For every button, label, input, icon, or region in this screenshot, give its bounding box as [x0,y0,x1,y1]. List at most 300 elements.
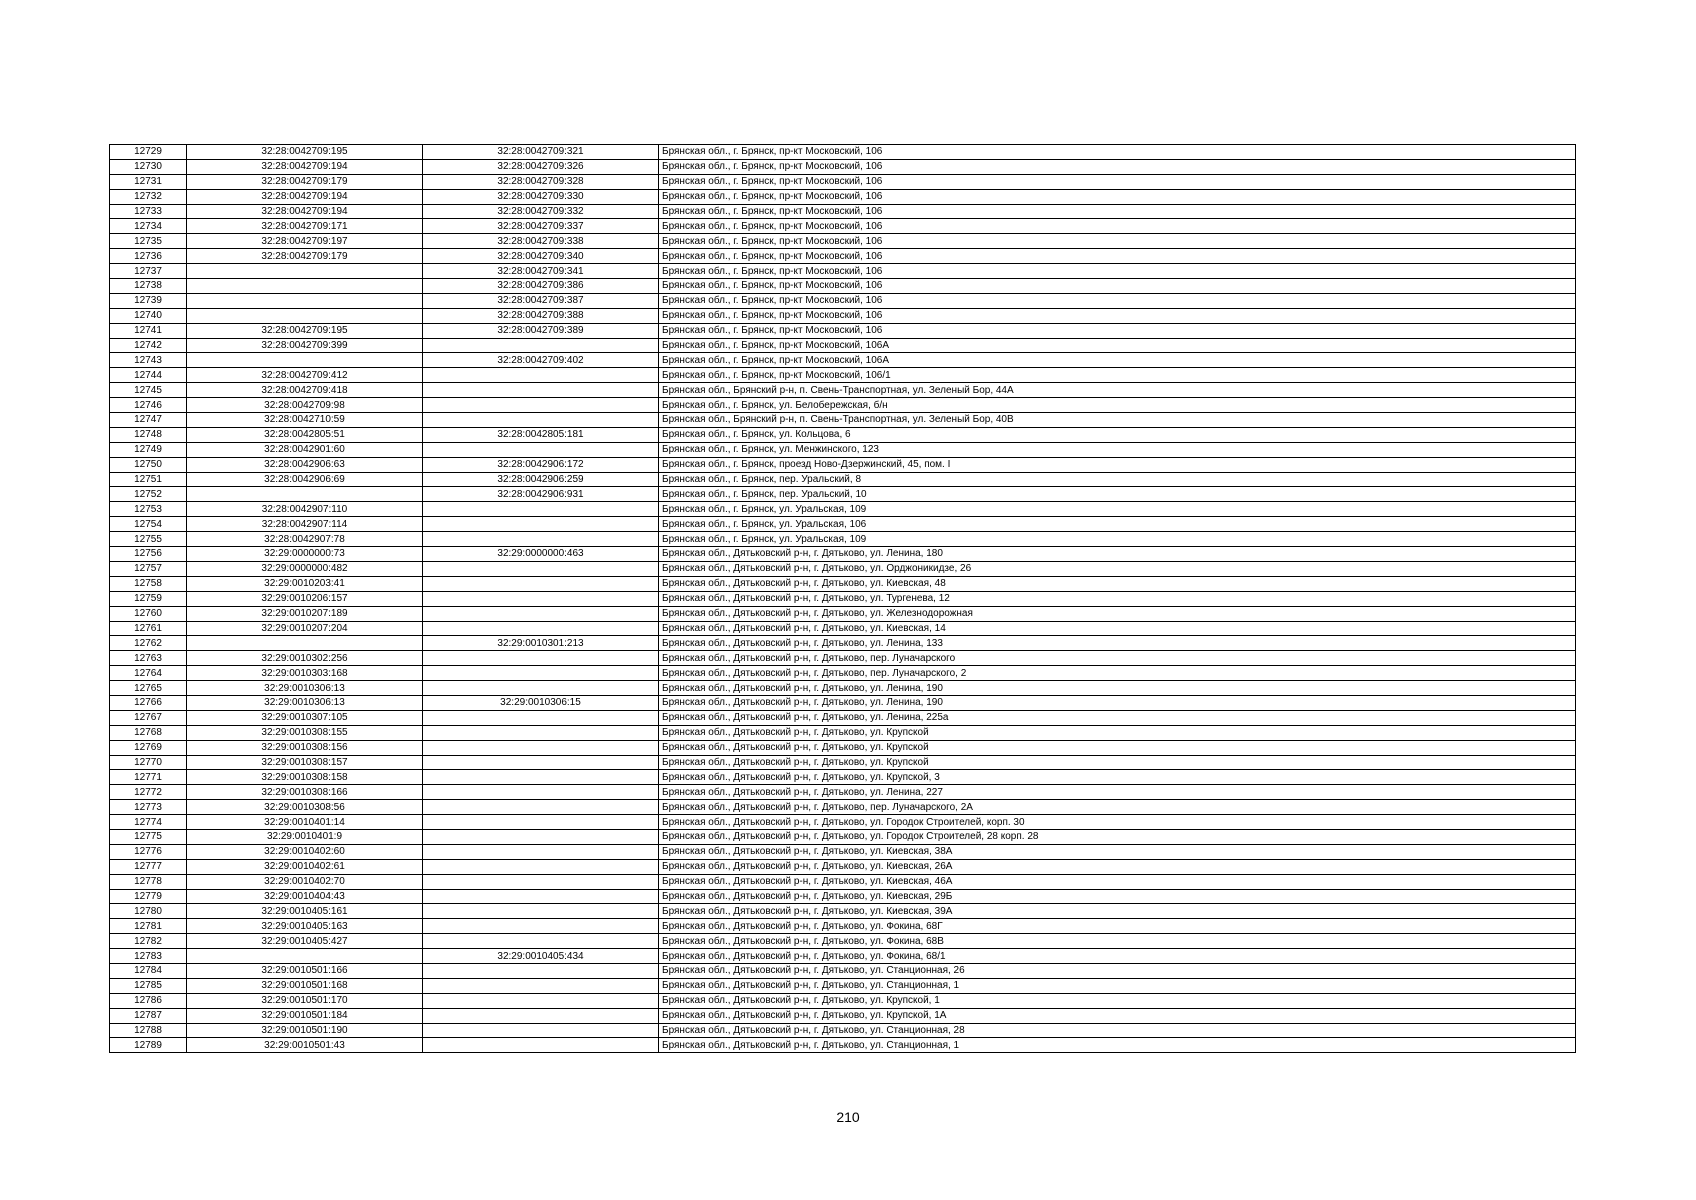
table-row [110,338,1576,353]
table-row [110,1023,1576,1038]
address-cell: Брянская обл., Дятьковский р-н, г. Дятьково, ул. Киевская, 48 [659,576,1576,591]
related-cadastral-number-cell [423,442,659,457]
cadastral-number-cell [187,308,423,323]
table-row [110,681,1576,696]
row-number-cell: 12743 [110,353,187,368]
table-row [110,815,1576,830]
address-cell: Брянская обл., Дятьковский р-н, г. Дятьково, ул. Фокина, 68Г [659,919,1576,934]
related-cadastral-number-cell [423,785,659,800]
cadastral-number-cell: 32:29:0010405:163 [187,919,423,934]
table-row [110,189,1576,204]
address-cell: Брянская обл., г. Брянск, пер. Уральский, 8 [659,472,1576,487]
address-cell: Брянская обл., г. Брянск, пр-кт Московский, 106 [659,234,1576,249]
related-cadastral-number-cell: 32:28:0042709:341 [423,264,659,279]
related-cadastral-number-cell [423,934,659,949]
related-cadastral-number-cell [423,815,659,830]
related-cadastral-number-cell [423,1038,659,1053]
row-number-cell: 12729 [110,145,187,160]
table-row [110,1008,1576,1023]
related-cadastral-number-cell [423,919,659,934]
cadastral-number-cell: 32:29:0010404:43 [187,889,423,904]
address-cell: Брянская обл., Дятьковский р-н, г. Дятьково, ул. Ленина, 133 [659,636,1576,651]
address-cell: Брянская обл., г. Брянск, проезд Ново-Дзержинский, 45, пом. I [659,457,1576,472]
row-number-cell: 12759 [110,591,187,606]
cadastral-number-cell: 32:28:0042907:78 [187,532,423,547]
related-cadastral-number-cell [423,532,659,547]
cadastral-number-cell: 32:28:0042709:171 [187,219,423,234]
address-cell: Брянская обл., Дятьковский р-н, г. Дятьково, ул. Киевская, 46А [659,874,1576,889]
row-number-cell: 12764 [110,666,187,681]
related-cadastral-number-cell [423,800,659,815]
related-cadastral-number-cell: 32:28:0042709:326 [423,159,659,174]
row-number-cell: 12779 [110,889,187,904]
row-number-cell: 12783 [110,949,187,964]
address-cell: Брянская обл., г. Брянск, пр-кт Московский, 106/1 [659,368,1576,383]
related-cadastral-number-cell [423,413,659,428]
address-cell: Брянская обл., Дятьковский р-н, г. Дятьково, ул. Орджоникидзе, 26 [659,561,1576,576]
row-number-cell: 12735 [110,234,187,249]
related-cadastral-number-cell [423,963,659,978]
row-number-cell: 12785 [110,978,187,993]
row-number-cell: 12745 [110,383,187,398]
related-cadastral-number-cell [423,398,659,413]
cadastral-number-cell: 32:29:0010308:56 [187,800,423,815]
row-number-cell: 12741 [110,323,187,338]
row-number-cell: 12771 [110,770,187,785]
related-cadastral-number-cell: 32:29:0010306:15 [423,695,659,710]
table-row [110,323,1576,338]
row-number-cell: 12763 [110,651,187,666]
related-cadastral-number-cell [423,993,659,1008]
row-number-cell: 12751 [110,472,187,487]
row-number-cell: 12739 [110,293,187,308]
related-cadastral-number-cell: 32:28:0042906:931 [423,487,659,502]
related-cadastral-number-cell [423,725,659,740]
address-cell: Брянская обл., Брянский р-н, п. Свень-Транспортная, ул. Зеленый Бор, 40В [659,413,1576,428]
cadastral-number-cell: 32:29:0010308:155 [187,725,423,740]
cadastral-number-cell: 32:29:0010401:9 [187,829,423,844]
table-row [110,457,1576,472]
table-row [110,413,1576,428]
address-cell: Брянская обл., Дятьковский р-н, г. Дятьково, пер. Луначарского, 2 [659,666,1576,681]
table-row [110,710,1576,725]
row-number-cell: 12749 [110,442,187,457]
address-cell: Брянская обл., Дятьковский р-н, г. Дятьково, ул. Городок Строителей, корп. 30 [659,815,1576,830]
related-cadastral-number-cell [423,770,659,785]
row-number-cell: 12777 [110,859,187,874]
row-number-cell: 12756 [110,547,187,562]
cadastral-number-cell: 32:28:0042906:63 [187,457,423,472]
cadastral-number-cell: 32:29:0010308:157 [187,755,423,770]
table-row [110,904,1576,919]
row-number-cell: 12754 [110,517,187,532]
cadastral-number-cell: 32:28:0042709:194 [187,159,423,174]
table-row [110,487,1576,502]
cadastral-number-cell: 32:29:0000000:73 [187,547,423,562]
table-row [110,383,1576,398]
address-cell: Брянская обл., Дятьковский р-н, г. Дятьково, ул. Киевская, 14 [659,621,1576,636]
cadastral-number-cell: 32:29:0010401:14 [187,815,423,830]
related-cadastral-number-cell [423,755,659,770]
address-cell: Брянская обл., Дятьковский р-н, г. Дятьково, ул. Станционная, 1 [659,978,1576,993]
address-cell: Брянская обл., Дятьковский р-н, г. Дятьково, ул. Ленина, 180 [659,547,1576,562]
related-cadastral-number-cell: 32:29:0010405:434 [423,949,659,964]
related-cadastral-number-cell: 32:28:0042906:259 [423,472,659,487]
table-row [110,770,1576,785]
cadastral-number-cell: 32:28:0042709:412 [187,368,423,383]
related-cadastral-number-cell [423,874,659,889]
cadastral-number-cell: 32:28:0042709:194 [187,189,423,204]
related-cadastral-number-cell [423,829,659,844]
address-cell: Брянская обл., г. Брянск, пр-кт Московский, 106 [659,159,1576,174]
table-row [110,353,1576,368]
table-row [110,591,1576,606]
row-number-cell: 12752 [110,487,187,502]
table-row [110,874,1576,889]
cadastral-number-cell: 32:29:0010308:158 [187,770,423,785]
table-row [110,576,1576,591]
address-cell: Брянская обл., г. Брянск, пр-кт Московский, 106 [659,293,1576,308]
cadastral-number-cell: 32:29:0010501:170 [187,993,423,1008]
table-row [110,934,1576,949]
table-row [110,963,1576,978]
row-number-cell: 12748 [110,427,187,442]
table-row [110,308,1576,323]
table-row [110,666,1576,681]
row-number-cell: 12736 [110,249,187,264]
address-cell: Брянская обл., Дятьковский р-н, г. Дятьково, ул. Ленина, 227 [659,785,1576,800]
table-row [110,978,1576,993]
row-number-cell: 12774 [110,815,187,830]
address-cell: Брянская обл., г. Брянск, пр-кт Московский, 106 [659,264,1576,279]
cadastral-number-cell: 32:29:0010405:427 [187,934,423,949]
row-number-cell: 12778 [110,874,187,889]
row-number-cell: 12780 [110,904,187,919]
row-number-cell: 12742 [110,338,187,353]
address-cell: Брянская обл., Дятьковский р-н, г. Дятьково, пер. Луначарского, 2А [659,800,1576,815]
address-cell: Брянская обл., г. Брянск, пр-кт Московский, 106 [659,308,1576,323]
address-cell: Брянская обл., г. Брянск, пр-кт Московский, 106А [659,353,1576,368]
table-row [110,279,1576,294]
address-cell: Брянская обл., Дятьковский р-н, г. Дятьково, ул. Фокина, 68/1 [659,949,1576,964]
address-cell: Брянская обл., г. Брянск, ул. Уральская, 106 [659,517,1576,532]
address-cell: Брянская обл., Дятьковский р-н, г. Дятьково, пер. Луначарского [659,651,1576,666]
address-cell: Брянская обл., Дятьковский р-н, г. Дятьково, ул. Ленина, 225а [659,710,1576,725]
table-row [110,502,1576,517]
related-cadastral-number-cell: 32:28:0042709:402 [423,353,659,368]
cadastral-number-cell: 32:29:0010501:184 [187,1008,423,1023]
address-cell: Брянская обл., Дятьковский р-н, г. Дятьково, ул. Киевская, 26А [659,859,1576,874]
related-cadastral-number-cell: 32:28:0042805:181 [423,427,659,442]
related-cadastral-number-cell [423,710,659,725]
row-number-cell: 12760 [110,606,187,621]
cadastral-number-cell: 32:29:0010402:60 [187,844,423,859]
address-cell: Брянская обл., г. Брянск, пр-кт Московский, 106 [659,189,1576,204]
related-cadastral-number-cell [423,904,659,919]
related-cadastral-number-cell: 32:28:0042709:328 [423,174,659,189]
related-cadastral-number-cell: 32:28:0042709:389 [423,323,659,338]
table-row [110,993,1576,1008]
cadastral-number-cell [187,293,423,308]
cadastral-number-cell: 32:28:0042709:195 [187,323,423,338]
address-cell: Брянская обл., Дятьковский р-н, г. Дятьково, ул. Станционная, 26 [659,963,1576,978]
address-cell: Брянская обл., Дятьковский р-н, г. Дятьково, ул. Крупской, 1А [659,1008,1576,1023]
row-number-cell: 12732 [110,189,187,204]
row-number-cell: 12772 [110,785,187,800]
row-number-cell: 12787 [110,1008,187,1023]
cadastral-number-cell [187,636,423,651]
address-cell: Брянская обл., Дятьковский р-н, г. Дятьково, ул. Крупской [659,740,1576,755]
row-number-cell: 12762 [110,636,187,651]
related-cadastral-number-cell: 32:28:0042709:388 [423,308,659,323]
cadastral-number-cell: 32:29:0010501:43 [187,1038,423,1053]
cadastral-number-cell [187,264,423,279]
row-number-cell: 12765 [110,681,187,696]
table-row [110,219,1576,234]
table-row [110,234,1576,249]
related-cadastral-number-cell [423,576,659,591]
related-cadastral-number-cell [423,1023,659,1038]
cadastral-number-cell: 32:29:0000000:482 [187,561,423,576]
row-number-cell: 12776 [110,844,187,859]
row-number-cell: 12734 [110,219,187,234]
row-number-cell: 12761 [110,621,187,636]
cadastral-number-cell: 32:28:0042907:110 [187,502,423,517]
address-cell: Брянская обл., Дятьковский р-н, г. Дятьково, ул. Киевская, 29Б [659,889,1576,904]
page-number: 210 [836,1109,860,1125]
related-cadastral-number-cell [423,844,659,859]
related-cadastral-number-cell [423,978,659,993]
table-row [110,606,1576,621]
cadastral-number-cell: 32:29:0010501:190 [187,1023,423,1038]
address-cell: Брянская обл., Дятьковский р-н, г. Дятьково, ул. Крупской [659,725,1576,740]
cadastral-number-cell: 32:28:0042709:179 [187,174,423,189]
row-number-cell: 12755 [110,532,187,547]
related-cadastral-number-cell: 32:28:0042709:386 [423,279,659,294]
address-cell: Брянская обл., г. Брянск, ул. Уральская, 109 [659,502,1576,517]
row-number-cell: 12789 [110,1038,187,1053]
row-number-cell: 12775 [110,829,187,844]
row-number-cell: 12769 [110,740,187,755]
row-number-cell: 12784 [110,963,187,978]
related-cadastral-number-cell: 32:28:0042709:340 [423,249,659,264]
row-number-cell: 12788 [110,1023,187,1038]
table-row [110,472,1576,487]
cadastral-number-cell: 32:28:0042709:195 [187,145,423,160]
table-row [110,695,1576,710]
address-cell: Брянская обл., г. Брянск, ул. Менжинского, 123 [659,442,1576,457]
table-row [110,517,1576,532]
address-cell: Брянская обл., Дятьковский р-н, г. Дятьково, ул. Крупской [659,755,1576,770]
table-row [110,636,1576,651]
table-row [110,755,1576,770]
address-cell: Брянская обл., Брянский р-н, п. Свень-Транспортная, ул. Зеленый Бор, 44А [659,383,1576,398]
row-number-cell: 12744 [110,368,187,383]
related-cadastral-number-cell: 32:28:0042709:387 [423,293,659,308]
cadastral-number-cell: 32:29:0010402:61 [187,859,423,874]
related-cadastral-number-cell: 32:29:0000000:463 [423,547,659,562]
related-cadastral-number-cell [423,591,659,606]
cadastral-number-cell [187,353,423,368]
row-number-cell: 12767 [110,710,187,725]
row-number-cell: 12747 [110,413,187,428]
table-row [110,159,1576,174]
table-row [110,368,1576,383]
cadastral-number-cell: 32:28:0042906:69 [187,472,423,487]
cadastral-number-cell: 32:29:0010302:256 [187,651,423,666]
table-row [110,547,1576,562]
table-row [110,651,1576,666]
related-cadastral-number-cell [423,1008,659,1023]
cadastral-number-cell [187,487,423,502]
row-number-cell: 12733 [110,204,187,219]
related-cadastral-number-cell [423,368,659,383]
table-row [110,919,1576,934]
cadastral-number-cell: 32:29:0010203:41 [187,576,423,591]
cadastral-number-cell: 32:29:0010207:204 [187,621,423,636]
related-cadastral-number-cell [423,338,659,353]
related-cadastral-number-cell [423,517,659,532]
related-cadastral-number-cell: 32:28:0042906:172 [423,457,659,472]
row-number-cell: 12786 [110,993,187,1008]
address-cell: Брянская обл., Дятьковский р-н, г. Дятьково, ул. Ленина, 190 [659,695,1576,710]
cadastral-number-cell: 32:29:0010405:161 [187,904,423,919]
related-cadastral-number-cell [423,502,659,517]
cadastral-number-cell: 32:28:0042907:114 [187,517,423,532]
address-cell: Брянская обл., г. Брянск, пр-кт Московский, 106 [659,204,1576,219]
address-cell: Брянская обл., Дятьковский р-н, г. Дятьково, ул. Киевская, 39А [659,904,1576,919]
table-row [110,204,1576,219]
cadastral-number-cell: 32:29:0010206:157 [187,591,423,606]
address-cell: Брянская обл., Дятьковский р-н, г. Дятьково, ул. Киевская, 38А [659,844,1576,859]
cadastral-number-cell: 32:29:0010501:166 [187,963,423,978]
related-cadastral-number-cell [423,859,659,874]
row-number-cell: 12768 [110,725,187,740]
row-number-cell: 12758 [110,576,187,591]
cadastral-number-cell: 32:29:0010207:189 [187,606,423,621]
related-cadastral-number-cell: 32:28:0042709:332 [423,204,659,219]
address-cell: Брянская обл., Дятьковский р-н, г. Дятьково, ул. Станционная, 28 [659,1023,1576,1038]
cadastral-number-cell: 32:28:0042901:60 [187,442,423,457]
related-cadastral-number-cell [423,889,659,904]
table-row [110,621,1576,636]
table-row [110,145,1576,160]
cadastral-number-cell: 32:28:0042709:98 [187,398,423,413]
table-row [110,561,1576,576]
address-cell: Брянская обл., г. Брянск, пр-кт Московский, 106А [659,338,1576,353]
related-cadastral-number-cell [423,651,659,666]
table-row [110,264,1576,279]
cadastral-number-cell: 32:28:0042805:51 [187,427,423,442]
table-row [110,740,1576,755]
address-cell: Брянская обл., Дятьковский р-н, г. Дятьково, ул. Станционная, 1 [659,1038,1576,1053]
table-row [110,249,1576,264]
address-cell: Брянская обл., Дятьковский р-н, г. Дятьково, ул. Фокина, 68В [659,934,1576,949]
row-number-cell: 12757 [110,561,187,576]
address-cell: Брянская обл., г. Брянск, пр-кт Московский, 106 [659,323,1576,338]
cadastral-number-cell: 32:29:0010402:70 [187,874,423,889]
cadastral-number-cell: 32:28:0042709:418 [187,383,423,398]
table-row [110,293,1576,308]
row-number-cell: 12781 [110,919,187,934]
table-row [110,859,1576,874]
cadastral-number-cell: 32:28:0042709:399 [187,338,423,353]
related-cadastral-number-cell: 32:29:0010301:213 [423,636,659,651]
table-row [110,442,1576,457]
address-cell: Брянская обл., г. Брянск, пр-кт Московский, 106 [659,249,1576,264]
address-cell: Брянская обл., г. Брянск, пр-кт Московский, 106 [659,279,1576,294]
address-cell: Брянская обл., Дятьковский р-н, г. Дятьково, ул. Железнодорожная [659,606,1576,621]
related-cadastral-number-cell [423,666,659,681]
address-cell: Брянская обл., Дятьковский р-н, г. Дятьково, ул. Крупской, 1 [659,993,1576,1008]
address-cell: Брянская обл., г. Брянск, ул. Уральская, 109 [659,532,1576,547]
cadastral-number-cell [187,949,423,964]
table-row [110,427,1576,442]
row-number-cell: 12730 [110,159,187,174]
address-cell: Брянская обл., г. Брянск, ул. Кольцова, 6 [659,427,1576,442]
table-row [110,800,1576,815]
table-row [110,1038,1576,1053]
row-number-cell: 12737 [110,264,187,279]
row-number-cell: 12731 [110,174,187,189]
address-cell: Брянская обл., г. Брянск, пр-кт Московский, 106 [659,219,1576,234]
cadastral-number-cell: 32:29:0010306:13 [187,695,423,710]
table-row [110,174,1576,189]
address-cell: Брянская обл., Дятьковский р-н, г. Дятьково, ул. Крупской, 3 [659,770,1576,785]
cadastral-number-cell: 32:29:0010501:168 [187,978,423,993]
row-number-cell: 12738 [110,279,187,294]
cadastral-number-cell [187,279,423,294]
address-cell: Брянская обл., г. Брянск, пр-кт Московский, 106 [659,174,1576,189]
row-number-cell: 12782 [110,934,187,949]
table-row [110,725,1576,740]
address-cell: Брянская обл., г. Брянск, ул. Белобережская, б/н [659,398,1576,413]
table-row [110,949,1576,964]
address-cell: Брянская обл., Дятьковский р-н, г. Дятьково, ул. Городок Строителей, 28 корп. 28 [659,829,1576,844]
address-cell: Брянская обл., Дятьковский р-н, г. Дятьково, ул. Ленина, 190 [659,681,1576,696]
table-row [110,532,1576,547]
related-cadastral-number-cell [423,383,659,398]
related-cadastral-number-cell: 32:28:0042709:330 [423,189,659,204]
related-cadastral-number-cell: 32:28:0042709:321 [423,145,659,160]
cadastral-number-cell: 32:29:0010308:156 [187,740,423,755]
cadastral-number-cell: 32:28:0042709:197 [187,234,423,249]
table-row [110,889,1576,904]
cadastral-number-cell: 32:28:0042709:194 [187,204,423,219]
row-number-cell: 12773 [110,800,187,815]
related-cadastral-number-cell [423,740,659,755]
row-number-cell: 12753 [110,502,187,517]
address-cell: Брянская обл., г. Брянск, пер. Уральский, 10 [659,487,1576,502]
related-cadastral-number-cell [423,621,659,636]
related-cadastral-number-cell: 32:28:0042709:338 [423,234,659,249]
row-number-cell: 12766 [110,695,187,710]
related-cadastral-number-cell [423,561,659,576]
related-cadastral-number-cell [423,681,659,696]
address-cell: Брянская обл., г. Брянск, пр-кт Московский, 106 [659,145,1576,160]
row-number-cell: 12770 [110,755,187,770]
cadastral-number-cell: 32:28:0042709:179 [187,249,423,264]
address-cell: Брянская обл., Дятьковский р-н, г. Дятьково, ул. Тургенева, 12 [659,591,1576,606]
cadastral-number-cell: 32:29:0010303:168 [187,666,423,681]
table-row [110,785,1576,800]
related-cadastral-number-cell: 32:28:0042709:337 [423,219,659,234]
cadastral-number-cell: 32:29:0010308:166 [187,785,423,800]
table-row [110,844,1576,859]
cadastral-number-cell: 32:28:0042710:59 [187,413,423,428]
registry-table-body [110,145,1576,1053]
row-number-cell: 12740 [110,308,187,323]
